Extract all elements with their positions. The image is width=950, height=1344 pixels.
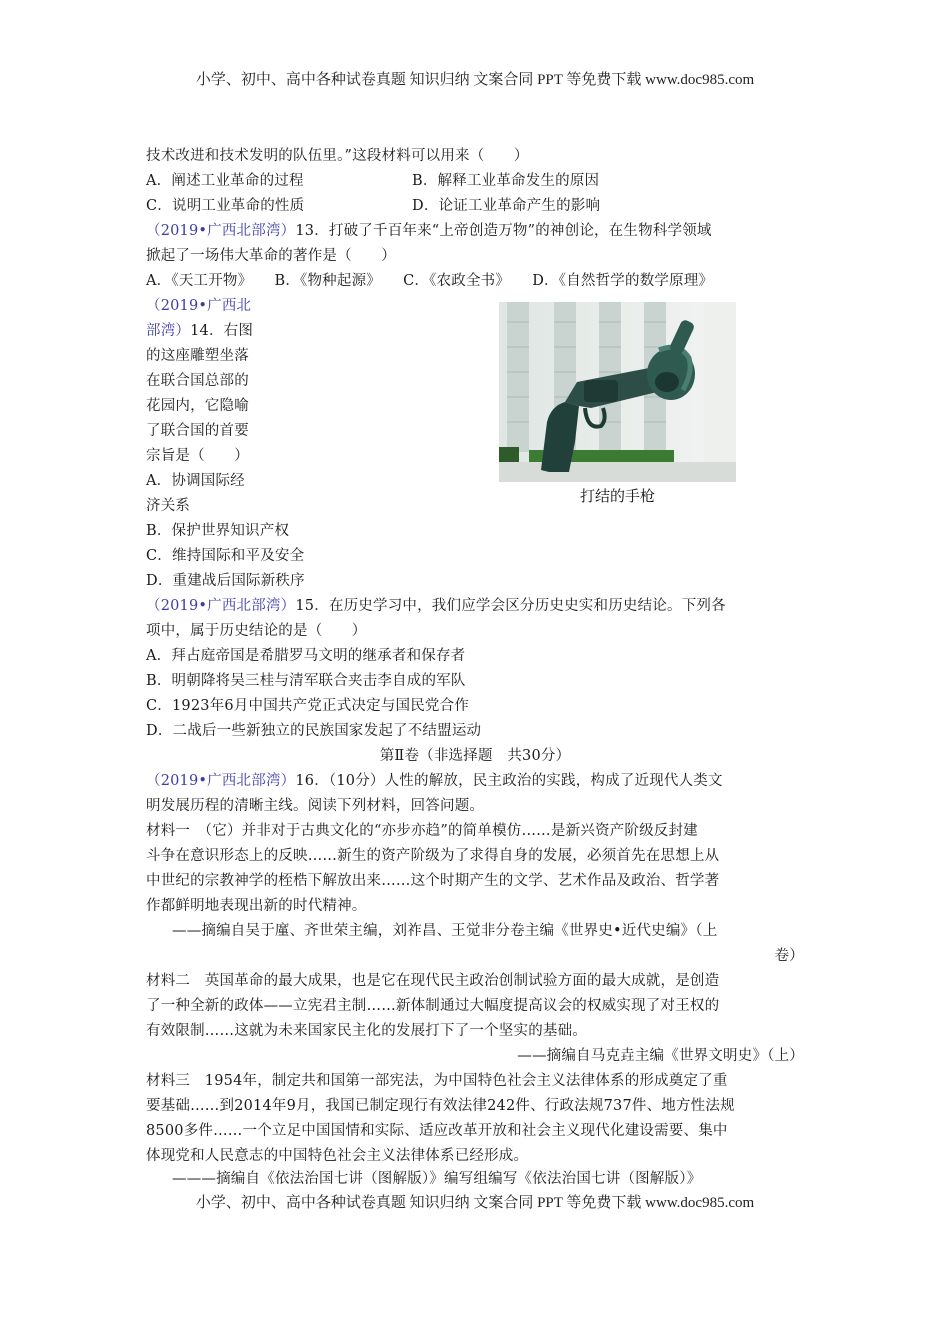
page-footer: 小学、初中、高中各种试卷真题 知识归纳 文案合同 PPT 等免费下载 www.doc985.com: [195, 1195, 755, 1211]
q15-stem-text: 15．在历史学习中，我们应学会区分历史史实和历史结论。下列各: [295, 598, 726, 614]
q14-stem-line4: 花园内，它隐喻: [146, 398, 249, 414]
q15-option-d: D．二战后一些新独立的民族国家发起了不结盟运动: [146, 723, 482, 739]
q15-stem: [146, 594, 726, 619]
q14-stem-text: 14．右图: [190, 323, 254, 339]
material2-citation: ——摘编自马克垚主编《世界文明史》（上）: [517, 1048, 804, 1064]
q16-stem-text: 16．（10分）人性的解放，民主政治的实践，构成了近现代人类文: [295, 773, 723, 789]
q14-option-d: D．重建战后国际新秩序: [146, 573, 305, 589]
q12-stem: 技术改进和技术发明的队伍里。”这段材料可以用来（ ）: [146, 148, 529, 164]
q13-options: A．《天工开物》 B．《物种起源》 C．《农政全书》 D．《自然哲学的数学原理》: [146, 273, 714, 289]
q14-stem-line1: [146, 319, 253, 344]
q14-option-a-cont: 济关系: [146, 498, 191, 514]
material1-line2: 斗争在意识形态上的反映……新生的资产阶级为了求得自身的发展，必须首先在思想上从: [146, 848, 720, 864]
material2-line3: 有效限制……这就为未来国家民主化的发展打下了一个坚实的基础。: [146, 1023, 587, 1039]
material3-line2: 要基础……到2014年9月，我国已制定现行有效法律242件、行政法规737件、地方性法规: [146, 1098, 735, 1114]
q14-stem-line6: 宗旨是（ ）: [146, 448, 249, 464]
q14-option-a: A．协调国际经: [146, 473, 245, 489]
q14-option-c: C．维持国际和平及安全: [146, 548, 305, 564]
q16-stem-line2: 明发展历程的清晰主线。阅读下列材料，回答问题。: [146, 798, 485, 814]
q15-option-c: C．1923年6月中国共产党正式决定与国民党合作: [146, 698, 470, 714]
material1-citation: ——摘编自吴于廑、齐世荣主编，刘祚昌、王觉非分卷主编《世界史•近代史编》（上: [172, 923, 718, 939]
material1-line3: 中世纪的宗教神学的桎梏下解放出来……这个时期产生的文学、艺术作品及政治、哲学著: [146, 873, 720, 889]
q14-source-tag-cont: 部湾）: [146, 323, 191, 339]
q12-option-d: D．论证工业革命产生的影响: [412, 198, 601, 214]
material2-line2: 了一种全新的政体——立宪君主制……新体制通过大幅度提高议会的权威实现了对王权的: [146, 998, 720, 1014]
q15-source-tag: （2019•广西北部湾）: [146, 598, 296, 614]
knotted-gun-sculpture-image: [499, 302, 736, 482]
q13-stem-text: 13．打破了千百年来“上帝创造万物”的神创论，在生物科学领域: [295, 223, 712, 239]
q14-stem-line5: 了联合国的首要: [146, 423, 249, 439]
q14-stem-line3: 在联合国总部的: [146, 373, 249, 389]
material3-citation: ———摘编自《依法治国七讲（图解版）》编写组编写《依法治国七讲（图解版）》: [172, 1171, 702, 1187]
q13-stem: [146, 219, 712, 244]
page-header: 小学、初中、高中各种试卷真题 知识归纳 文案合同 PPT 等免费下载 www.doc985.com: [195, 72, 755, 88]
material3-line1: 材料三 1954年，制定共和国第一部宪法，为中国特色社会主义法律体系的形成奠定了重: [146, 1073, 728, 1089]
material1-line1: 材料一 （它）并非对于古典文化的“亦步亦趋”的简单模仿……是新兴资产阶级反封建: [146, 823, 698, 839]
q14-source-tag: （2019•广西北: [146, 298, 252, 314]
sculpture-photo-icon: [499, 302, 736, 482]
q13-stem-line2: 掀起了一场伟大革命的著作是（ ）: [146, 248, 396, 264]
q12-option-c: C．说明工业革命的性质: [146, 198, 305, 214]
q14-option-b: B．保护世界知识产权: [146, 523, 290, 539]
q12-option-b: B．解释工业革命发生的原因: [412, 173, 600, 189]
q13-source-tag: （2019•广西北部湾）: [146, 223, 296, 239]
q15-option-a: A．拜占庭帝国是希腊罗马文明的继承者和保存者: [146, 648, 466, 664]
q16-stem: [146, 769, 723, 794]
q15-stem-line2: 项中，属于历史结论的是（ ）: [146, 623, 367, 639]
material1-line4: 作都鲜明地表现出新的时代精神。: [146, 898, 367, 914]
material3-line4: 体现党和人民意志的中国特色社会主义法律体系已经形成。: [146, 1148, 529, 1164]
material1-citation-cont: 卷）: [774, 948, 804, 964]
q16-source-tag: （2019•广西北部湾）: [146, 773, 296, 789]
q15-option-b: B．明朝降将吴三桂与清军联合夹击李自成的军队: [146, 673, 466, 689]
q14-stem-line2: 的这座雕塑坐落: [146, 348, 249, 364]
section-title: 第Ⅱ卷（非选择题 共30分）: [379, 748, 571, 764]
figure-caption: 打结的手枪: [579, 487, 655, 505]
q12-option-a: A．阐述工业革命的过程: [146, 173, 304, 189]
material2-line1: 材料二 英国革命的最大成果，也是它在现代民主政治创制试验方面的最大成就，是创造: [146, 973, 720, 989]
material3-line3: 8500多件……一个立足中国国情和实际、适应改革开放和社会主义现代化建设需要、集中: [146, 1123, 728, 1139]
